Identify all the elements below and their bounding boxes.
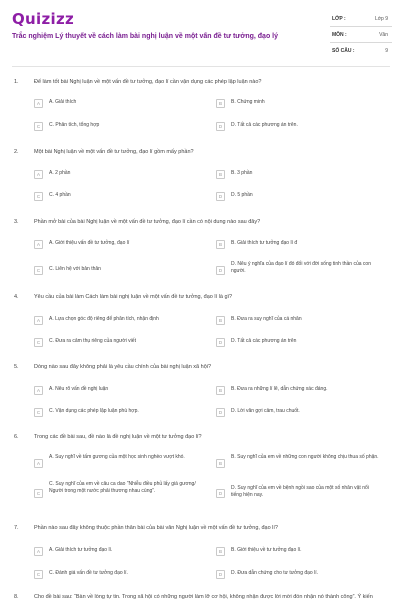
option-letter-box: B (216, 99, 225, 108)
question-text: Yêu cầu của bài làm Cách làm bài nghị luận về một vấn đề tư tưởng, đạo lí là gì? (34, 294, 233, 300)
option-letter-box: D (216, 192, 225, 201)
option-text: B. Suy nghĩ của em về những con người không chịu thua số phận. (231, 454, 379, 460)
option-letter-box: A (34, 386, 43, 395)
worksheet-header (0, 0, 400, 64)
option-letter-box: B (216, 170, 225, 179)
question-number: 5. (14, 364, 19, 370)
option-text: C. Đưa ra cảm thụ riêng của người viết (49, 338, 136, 344)
meta-key: LỚP : (332, 16, 346, 22)
question-number: 7. (14, 525, 19, 531)
meta-key: SỐ CÂU : (332, 48, 355, 54)
meta-key: MÔN : (332, 32, 347, 38)
question-number: 3. (14, 219, 19, 225)
option-letter-box: C (34, 266, 43, 275)
option-letter-box: A (34, 99, 43, 108)
option-letter-box: D (216, 122, 225, 131)
option-letter-box: A (34, 170, 43, 179)
question-text: Cho đề bài sau: “Bàn về lòng tự tin. Trong xã hội có những người làm lỡ cơ hội, không nhận được lời mời đón nhận nó thành công”. Ý kiến (34, 594, 373, 600)
option-letter-box: B (216, 240, 225, 249)
option-text: A. Nêu rõ vấn đề nghị luận (49, 386, 109, 392)
option-text: D. 5 phần (231, 192, 253, 198)
meta-row-count (330, 43, 392, 59)
question-number: 4. (14, 294, 19, 300)
quizizz-logo: Quizizz (12, 10, 75, 28)
option-letter-box: D (216, 408, 225, 417)
option-text: B. Giải thích tư tưởng đạo lí đ (231, 240, 298, 246)
option-text: C. Phân tích, tổng hợp (49, 122, 100, 128)
meta-value: Lớp 9 (374, 16, 388, 22)
header-divider (12, 66, 390, 67)
option-letter-box: A (34, 240, 43, 249)
question-number: 2. (14, 149, 19, 155)
option-letter-box: B (216, 459, 225, 468)
option-letter-box: C (34, 338, 43, 347)
question-text: Trong các đề bài sau, đề nào là đề nghị luận về một tư tưởng đạo lí? (34, 434, 202, 440)
option-text: A. Giải thích (49, 99, 77, 105)
option-text: D. Lời văn gợi cảm, trau chuốt. (231, 408, 300, 414)
option-letter-box: C (34, 122, 43, 131)
meta-value: 9 (385, 48, 388, 54)
option-text: D. Tất cả các phương án trên. (231, 122, 298, 128)
meta-value: Văn (379, 32, 388, 38)
question-text: Một bài Nghị luận về một vấn đề tư tưởng, đạo lí gồm mấy phần? (34, 149, 194, 155)
meta-row-class (330, 11, 392, 27)
meta-row-subject (330, 27, 392, 43)
option-letter-box: A (34, 316, 43, 325)
option-text: C. Liên hệ với bản thân (49, 266, 101, 272)
option-text: B. Đưa ra suy nghĩ của cá nhân (231, 316, 302, 322)
option-text: D. Suy nghĩ của em về bệnh ngồi sao của một số nhân vật nổi tiếng hiện nay. (231, 485, 369, 498)
option-letter-box: C (34, 192, 43, 201)
option-text: A. Giải thích tư tưởng đạo lí. (49, 547, 113, 553)
option-text: C. Đánh giá vấn đề tư tưởng đạo lí. (49, 570, 128, 576)
option-text: D. Nêu ý nghĩa của đạo lí đó đối với đời sống tinh thần của con người. (231, 261, 371, 274)
question-text: Để làm tốt bài Nghị luận về một vấn đề tư tưởng, đạo lí cần vận dụng các phép lập luận nào? (34, 79, 262, 85)
option-letter-box: C (34, 489, 43, 498)
question-number: 8. (14, 594, 19, 600)
option-letter-box: B (216, 316, 225, 325)
option-text: B. Giới thiệu về tư tưởng đạo lí. (231, 547, 302, 553)
option-text: A. Lựa chọn góc độ riêng để phân tích, nhận định (49, 316, 159, 322)
option-letter-box: C (34, 570, 43, 579)
option-text: C. Vận dụng các phép lập luận phù hợp. (49, 408, 139, 414)
option-text: C. 4 phần (49, 192, 71, 198)
option-text: C. Suy nghĩ của em về câu ca dao “Nhiễu điều phủ lấy giá gương/ Người trong một nước phải thương nhau cùng”. (49, 481, 196, 494)
question-number: 6. (14, 434, 19, 440)
option-letter-box: A (34, 459, 43, 468)
worksheet-meta (330, 11, 392, 59)
option-letter-box: D (216, 489, 225, 498)
option-text: B. Đưa ra những lí lẽ, dẫn chứng xác đáng. (231, 386, 328, 392)
option-text: A. Giới thiệu vấn đề tư tưởng, đạo lí (49, 240, 130, 246)
worksheet-title: Trắc nghiệm Lý thuyết về cách làm bài nghị luận về một vấn đề tư tưởng, đạo lý (12, 33, 279, 40)
option-text: B. 3 phần (231, 170, 253, 176)
question-text: Dòng nào sau đây không phải là yêu cầu chính của bài nghị luận xã hội? (34, 364, 212, 370)
option-letter-box: B (216, 547, 225, 556)
option-text: B. Chứng minh (231, 99, 265, 105)
option-text: D. Đưa dẫn chứng cho tư tưởng đạo lí. (231, 570, 318, 576)
option-text: A. 2 phần (49, 170, 71, 176)
option-letter-box: D (216, 570, 225, 579)
option-text: D. Tất cả các phương án trên (231, 338, 297, 344)
option-letter-box: D (216, 266, 225, 275)
question-text: Phần nào sau đây không thuộc phần thân bài của bài văn Nghị luận về một vấn đề tư tưởng, đạo lí? (34, 525, 278, 531)
question-number: 1. (14, 79, 19, 85)
option-letter-box: B (216, 386, 225, 395)
question-text: Phần mở bài của bài Nghị luận về một vấn đề tư tưởng, đạo lí cần có nội dung nào sau đây? (34, 219, 261, 225)
option-letter-box: D (216, 338, 225, 347)
option-text: A. Suy nghĩ về tấm gương của một học sinh nghèo vượt khó. (49, 454, 185, 460)
option-letter-box: C (34, 408, 43, 417)
option-letter-box: A (34, 547, 43, 556)
